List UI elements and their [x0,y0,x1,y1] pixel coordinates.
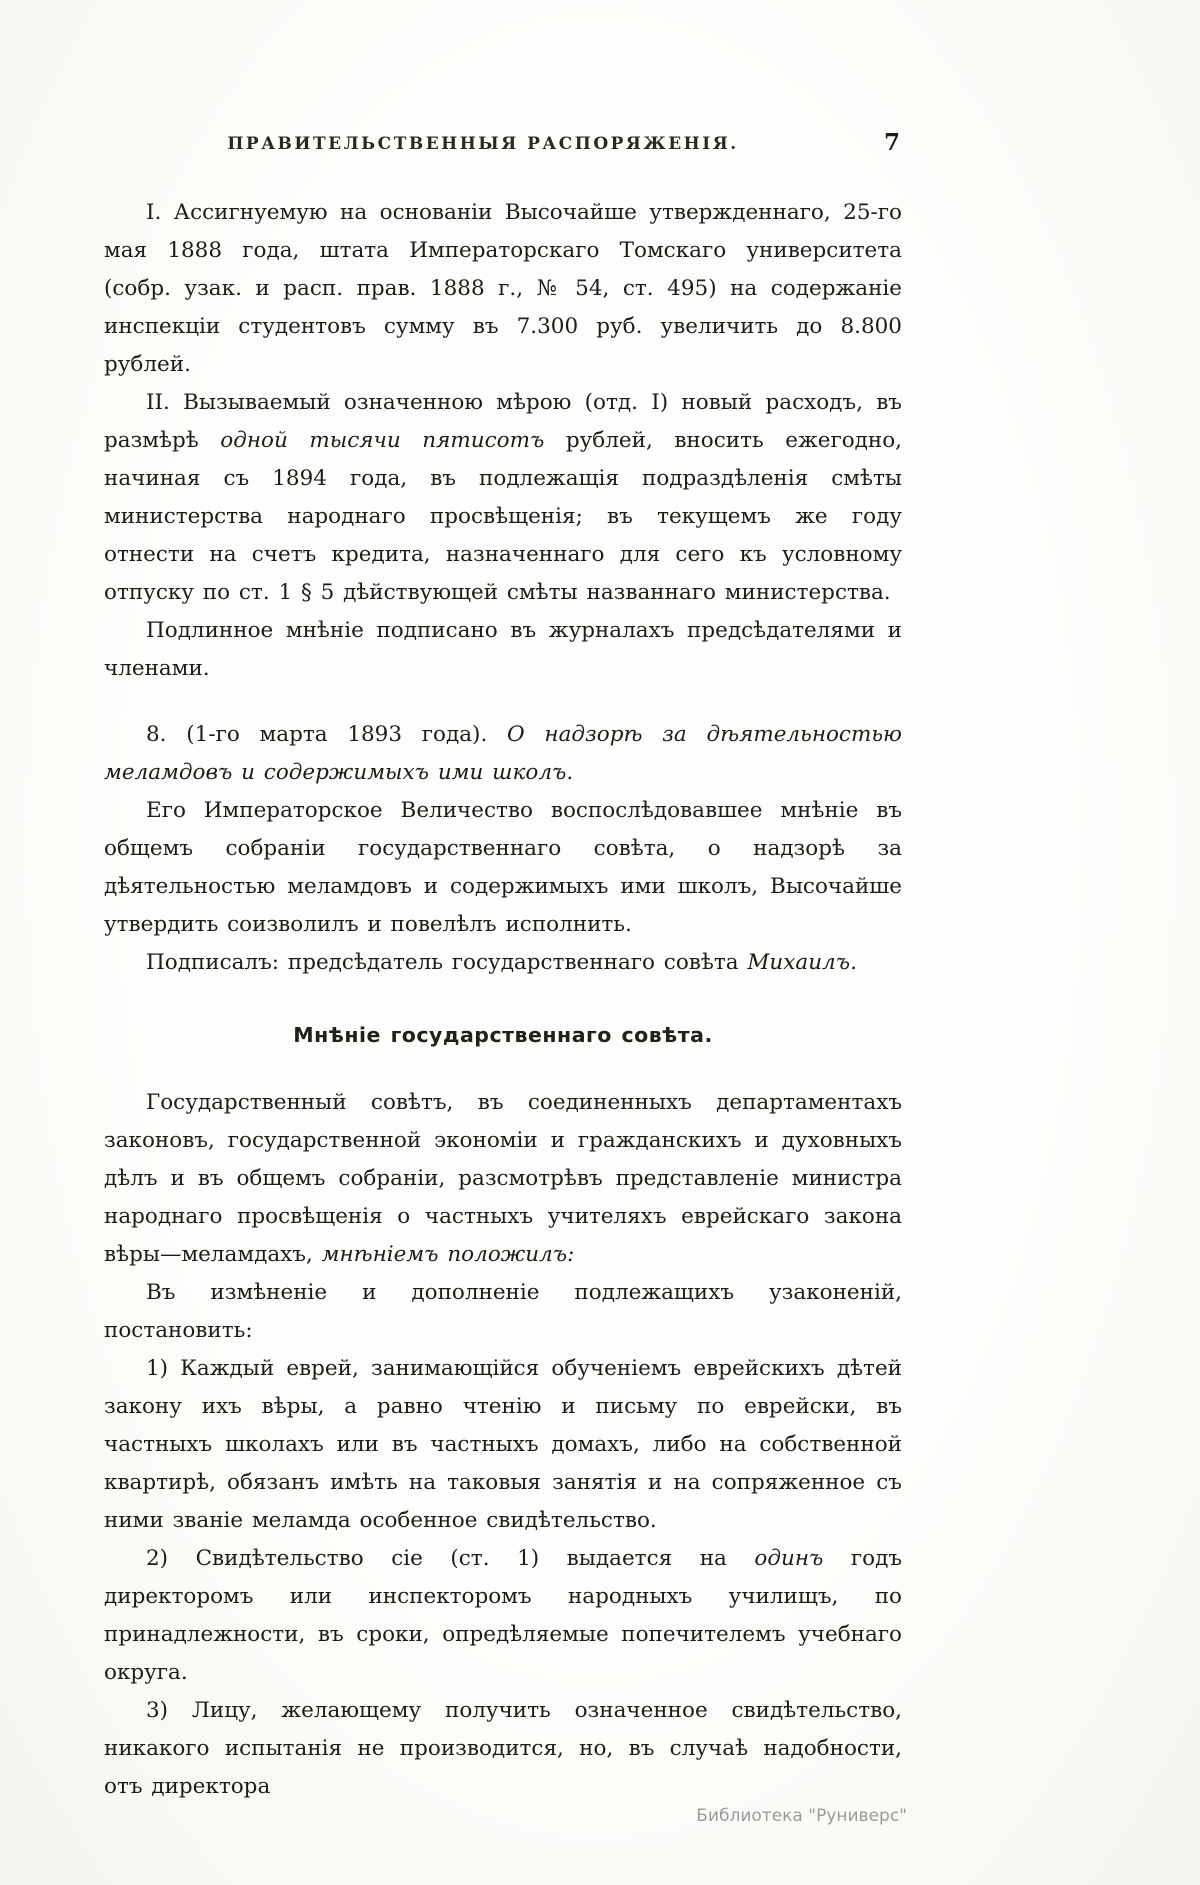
paragraph-7 [104,1274,902,1350]
running-header [104,129,902,166]
paragraph-9-item-2 [104,1540,902,1692]
paragraph-4-text: Его Императорское Величество воспослѣдовавшее мнѣніе въ общемъ собраніи государственнаго совѣта, о надзорѣ за дѣятельностью меламдовъ и содержимыхъ ими школъ, Высочайше утвердить соизволилъ и повелѣлъ исполнить. [104,798,902,937]
paragraph-2 [104,384,902,612]
paragraph-1 [104,194,902,384]
header-title: ПРАВИТЕЛЬСТВЕННЫЯ РАСПОРЯЖЕНІЯ. [227,134,739,154]
paragraph-2-run-1: II. Вызываемый означенною мѣрою (отд. I) новый расходъ, въ размѣрѣ [104,390,902,453]
paragraph-10-item-3 [104,1692,902,1806]
paragraph-7-text: Въ измѣненіе и дополненіе подлежащихъ узаконеній, постановить: [104,1280,902,1343]
document-page [104,129,903,1806]
paragraph-6 [104,1084,902,1274]
paragraph-6-run-italic: мнѣніемъ положилъ: [321,1242,575,1267]
paragraph-10-text: 3) Лицу, желающему получить означенное свидѣтельство, никакого испытанія не производится, но, въ случаѣ надобности, отъ директора [104,1698,902,1799]
paragraph-8-text: 1) Каждый еврей, занимающійся обученіемъ еврейскихъ дѣтей закону ихъ вѣры, а равно чтенію и письму по еврейски, въ частныхъ школахъ или въ частныхъ домахъ, либо на собственной квартирѣ, обязанъ имѣть на таковыя занятія и на сопряженное съ ними званіе меламда особенное свидѣтельство. [104,1356,902,1533]
library-watermark: Библиотека "Руниверс" [696,1806,907,1826]
opinion-heading: Мнѣніе государственнаго совѣта. [293,1023,713,1047]
paragraph-9-run-1: 2) Свидѣтельство сіе (ст. 1) выдается на [146,1546,755,1571]
section-8-title: О надзорѣ за дѣятельностью меламдовъ и содержимыхъ ими школъ. [104,722,902,785]
paragraph-2-run-italic: одной тысячи пятисотъ [220,428,545,453]
paragraph-1-text: I. Ассигнуемую на основаніи Высочайше утвержденнаго, 25-го мая 1888 года, штата Императорскаго Томскаго университета (собр. узак. и расп. прав. 1888 г., № 54, ст. 495) на содержаніе инспекціи студентовъ сумму въ 7.300 руб. увеличить до 8.800 рублей. [104,200,902,377]
paragraph-6-run-1: Государственный совѣтъ, въ соединенныхъ департаментахъ законовъ, государственной экономіи и гражданскихъ и духовныхъ дѣлъ и въ общемъ собраніи, разсмотрѣвъ представленіе министра народнаго просвѣщенія о частныхъ учителяхъ еврейскаго закона вѣры—меламдахъ, [104,1090,902,1267]
paragraph-5-signatory: Михаилъ. [747,950,857,975]
paragraph-9-run-italic: одинъ [754,1546,824,1571]
paragraph-2-run-3: рублей, вносить ежегодно, начиная съ 1894 года, въ подлежащія подраздѣленія смѣты министерства народнаго просвѣщенія; въ текущемъ же году отнести на счетъ кредита, назначеннаго для сего къ условному отпуску по ст. 1 § 5 дѣйствующей смѣты названнаго министерства. [104,428,903,605]
paragraph-5-signature [104,944,902,982]
paragraph-3 [104,612,902,688]
section-8-heading [104,716,902,792]
page-number: 7 [883,129,900,156]
paragraph-5-run-1: Подписалъ: предсѣдатель государственнаго совѣта [146,950,748,975]
paragraph-8-item-1 [104,1350,902,1540]
paragraph-4 [104,792,902,944]
section-8-number-date: 8. (1-го марта 1893 года). [146,722,508,747]
paragraph-3-text: Подлинное мнѣніе подписано въ журналахъ предсѣдателями и членами. [104,618,902,681]
paragraph-9-run-3: годъ директоромъ или инспекторомъ народныхъ училищъ, по принадлежности, въ сроки, опредѣляемые попечителемъ учебнаго округа. [104,1546,902,1685]
